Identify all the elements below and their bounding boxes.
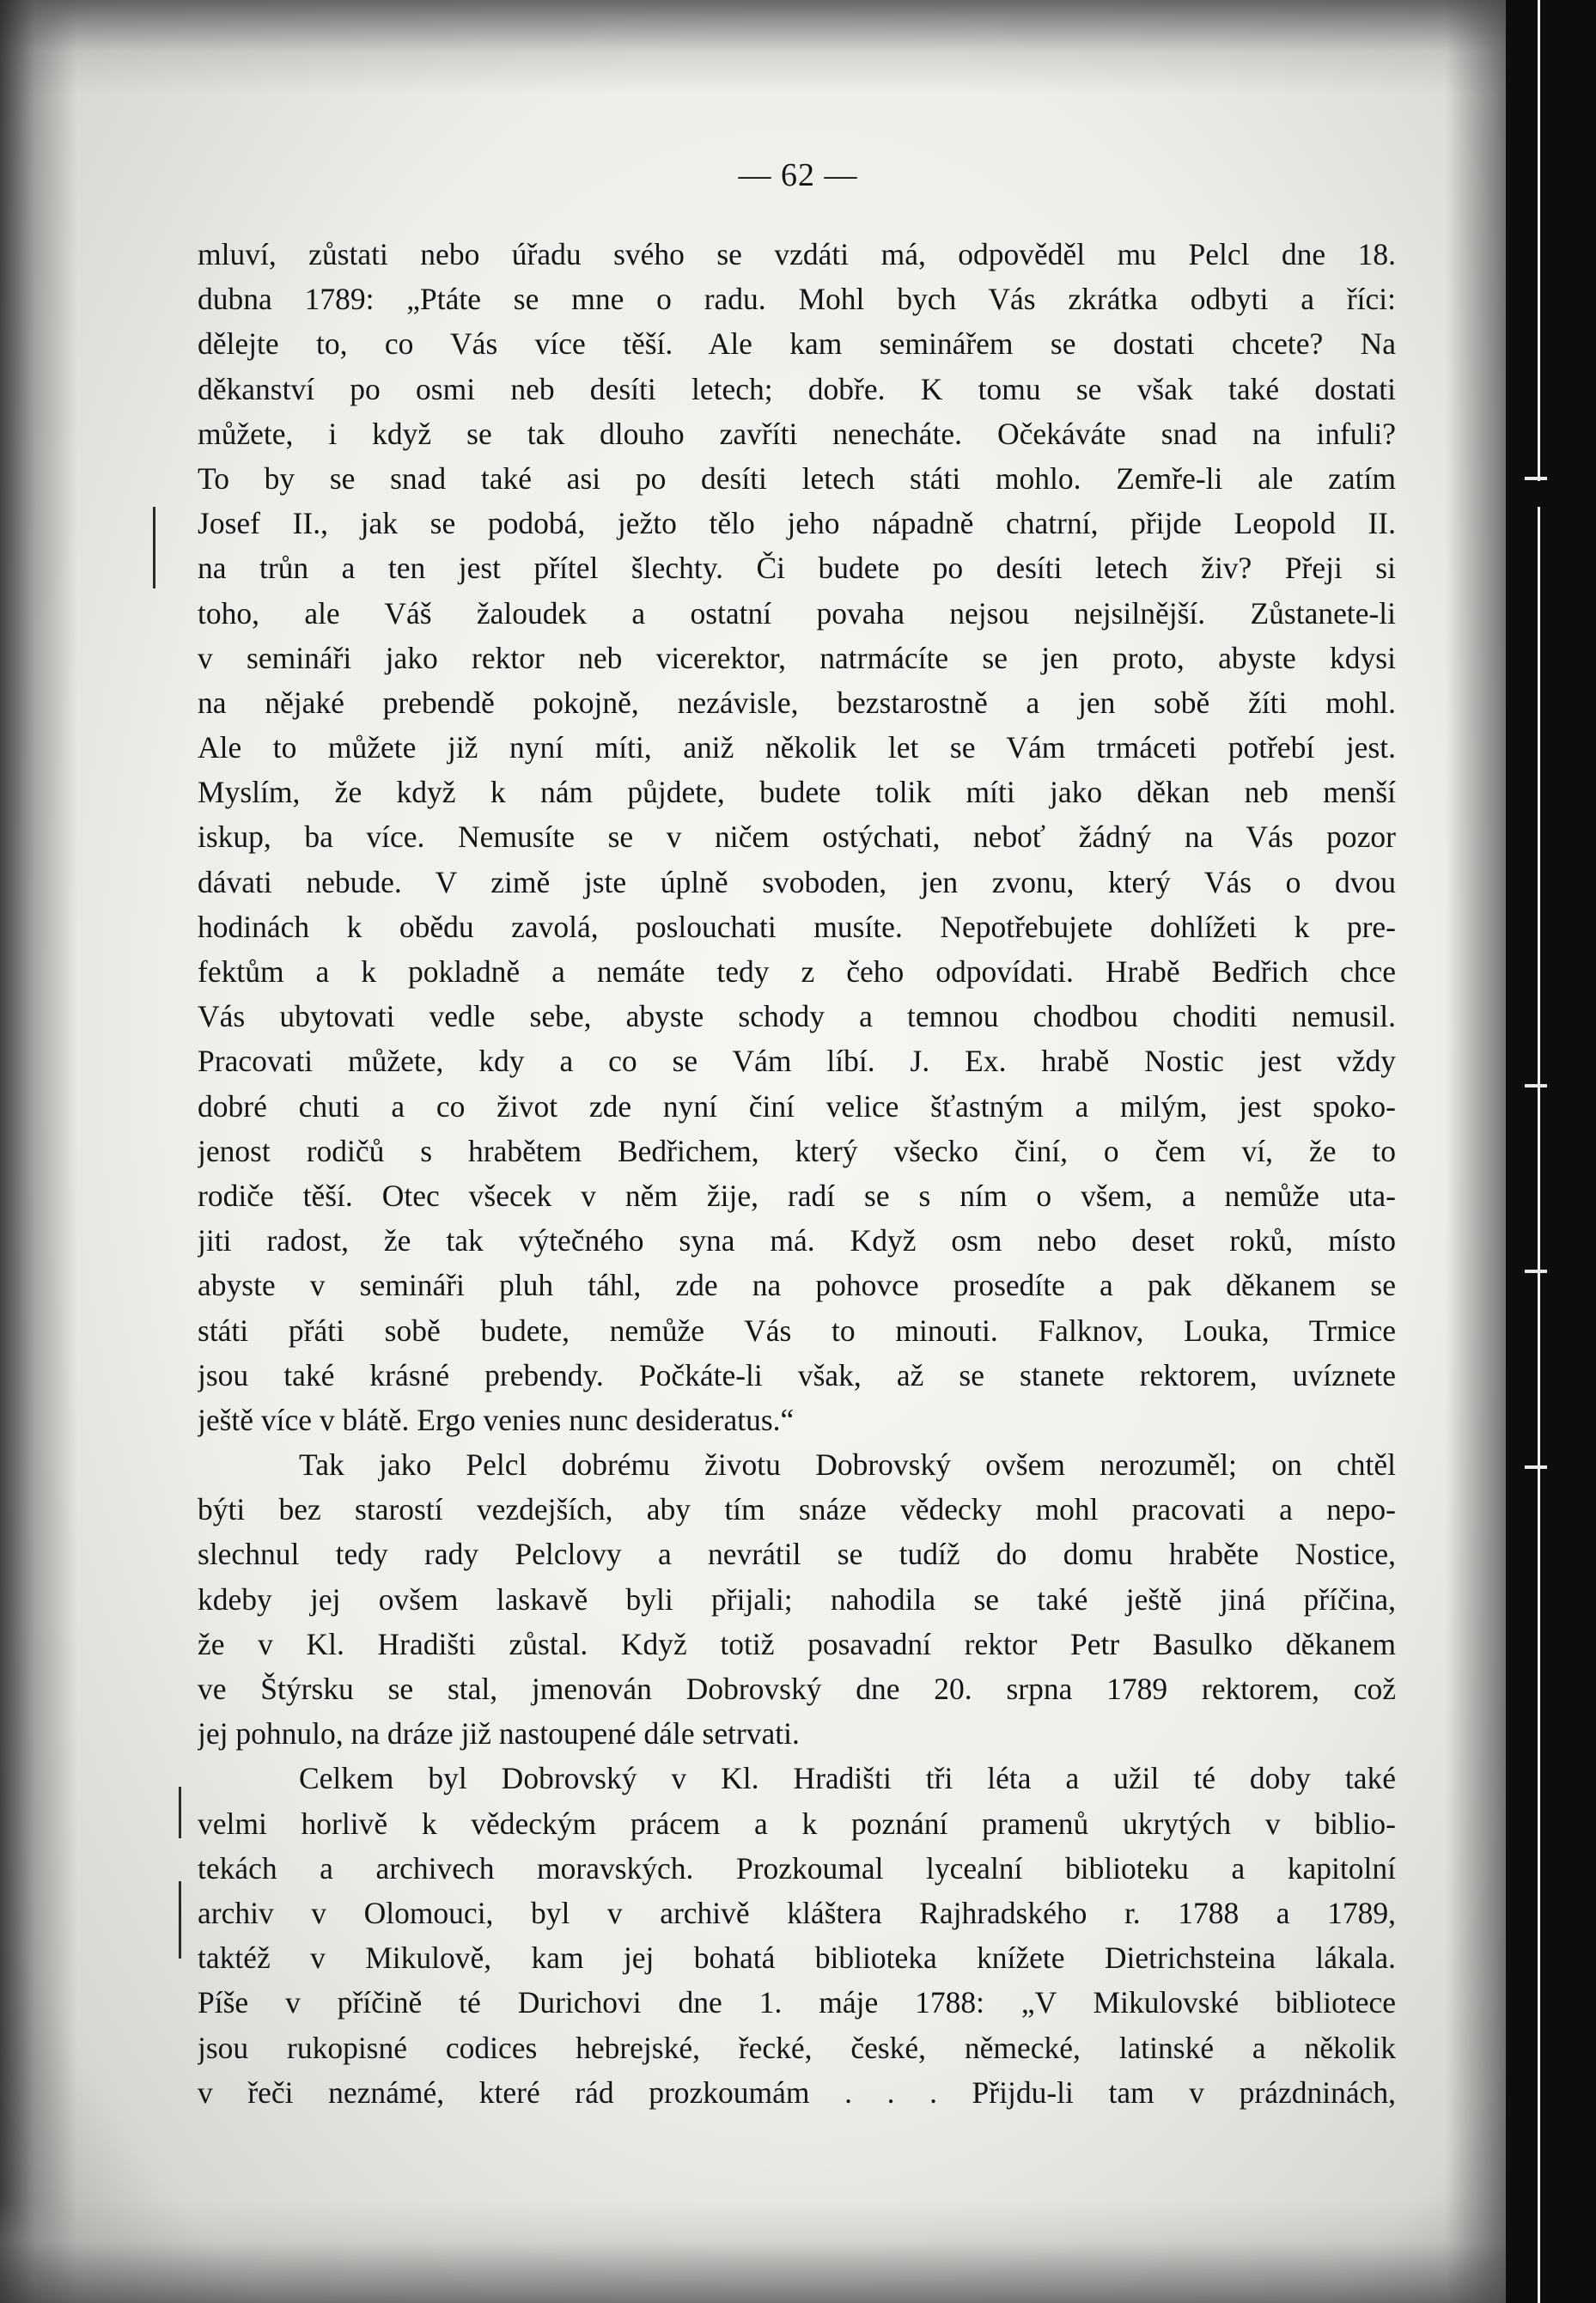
text-line: že v Kl. Hradišti zůstal. Když totiž posavadní rektor Petr Basulko děkanem <box>198 1626 1396 1661</box>
text-line: dělejte to, co Vás více těší. Ale kam seminářem se dostati chcete? Na <box>198 326 1396 362</box>
text-line: mluví, zůstati nebo úřadu svého se vzdáti má, odpověděl mu Pelcl dne 18. <box>198 237 1396 271</box>
text-line: velmi horlivě k vědeckým prácem a k poznání pramenů ukrytých v biblio- <box>198 1806 1396 1841</box>
text-line: jsou rukopisné codices hebrejské, řecké, české, německé, latinské a několik <box>198 2030 1396 2065</box>
text-line: na trůn a ten jest přítel šlechty. Či budete po desíti letech živ? Přeji si <box>198 551 1396 586</box>
text-line: taktéž v Mikulově, kam jej bohatá biblioteka knížete Dietrichsteina lákala. <box>198 1940 1396 1976</box>
text-line: v řeči neznámé, které rád prozkoumám . . . Přijdu-li tam v prázdninách, <box>198 2075 1396 2110</box>
margin-rule <box>1538 0 1540 481</box>
text-line: jenost rodičů s hrabětem Bedřichem, který všecko činí, o čem ví, že to <box>198 1133 1396 1168</box>
text-line: Myslím, že když k nám půjdete, budete tolik míti jako děkan neb menší <box>198 775 1396 810</box>
scan-shadow-right <box>1446 0 1506 2303</box>
scan-shadow-top <box>0 0 1596 94</box>
body-text <box>198 232 1396 2115</box>
text-line: dobré chuti a co život zde nyní činí velice šťastným a milým, jest spoko- <box>198 1088 1396 1124</box>
page-number: — 62 — <box>738 157 858 193</box>
text-line: archiv v Olomouci, byl v archivě kláštera Rajhradského r. 1788 a 1789, <box>198 1895 1396 1930</box>
text-line: rodiče těší. Otec všecek v něm žije, radí se s ním o všem, a nemůže uta- <box>198 1178 1396 1213</box>
margin-tick <box>1525 477 1547 480</box>
margin-tick <box>1525 1270 1547 1273</box>
text-line: na nějaké prebendě pokojně, nezávisle, bezstarostně a jen sobě žíti mohl. <box>198 685 1396 720</box>
text-line: toho, ale Váš žaloudek a ostatní povaha nejsou nejsilnější. Zůstanete-li <box>198 595 1396 631</box>
text-line: dubna 1789: „Ptáte se mne o radu. Mohl bych Vás zkrátka odbyti a říci: <box>198 282 1396 317</box>
text-line: kdeby jej ovšem laskavě byli přijali; nahodila se také ještě jiná příčina, <box>198 1581 1396 1617</box>
text-line: jsou také krásné prebendy. Počkáte-li však, až se stanete rektorem, uvíznete <box>198 1357 1396 1392</box>
text-line: Ale to můžete již nyní míti, aniž několik let se Vám trmáceti potřebí jest. <box>198 730 1396 765</box>
margin-tick <box>1525 1084 1547 1088</box>
margin-mark <box>179 1881 181 1959</box>
scan-shadow-left <box>0 0 77 2303</box>
text-line: tekách a archivech moravských. Prozkoumal lycealní biblioteku a kapitolní <box>198 1850 1396 1886</box>
margin-mark <box>153 507 155 588</box>
text-line: To by se snad také asi po desíti letech státi mohlo. Zemře-li ale zatím <box>198 460 1396 496</box>
margin-tick <box>1525 1465 1547 1469</box>
text-line: ještě více v blátě. Ergo venies nunc desideratus.“ <box>198 1402 795 1437</box>
margin-rule <box>1538 507 1540 2303</box>
text-line: Vás ubytovati vedle sebe, abyste schody a temnou chodbou choditi nemusil. <box>198 999 1396 1034</box>
text-line: abyste v semináři pluh táhl, zde na pohovce prosedíte a pak děkanem se <box>198 1268 1396 1303</box>
text-line: můžete, i když se tak dlouho zavříti nenecháte. Očekáváte snad na infuli? <box>198 416 1396 451</box>
scan-border-right <box>1506 0 1596 2303</box>
text-line: jiti radost, že tak výtečného syna má. Když osm nebo deset roků, místo <box>198 1223 1396 1258</box>
paragraph-start-line: Tak jako Pelcl dobrému životu Dobrovský ovšem nerozuměl; on chtěl <box>299 1447 1396 1483</box>
text-line: v semináři jako rektor neb vicerektor, natrmácíte se jen proto, abyste kdysi <box>198 640 1396 675</box>
text-line: Píše v příčině té Durichovi dne 1. máje 1788: „V Mikulovské bibliotece <box>198 1985 1396 2020</box>
text-line: ve Štýrsku se stal, jmenován Dobrovský dne 20. srpna 1789 rektorem, což <box>198 1672 1396 1706</box>
text-line: státi přáti sobě budete, nemůže Vás to minouti. Falknov, Louka, Trmice <box>198 1313 1396 1348</box>
text-line: dávati nebude. V zimě jste úplně svoboden, jen zvonu, který Vás o dvou <box>198 864 1396 899</box>
text-line: hodinách k obědu zavolá, poslouchati musíte. Nepotřebujete dohlížeti k pre- <box>198 909 1396 944</box>
margin-mark <box>179 1787 181 1838</box>
text-line: slechnul tedy rady Pelclovy a nevrátil se tudíž do domu hraběte Nostice, <box>198 1537 1396 1572</box>
scan-shadow-bottom <box>0 2200 1596 2303</box>
text-line: děkanství po osmi neb desíti letech; dobře. K tomu se však také dostati <box>198 371 1396 406</box>
text-line: Pracovati můžete, kdy a co se Vám líbí. J. Ex. hrabě Nostic jest vždy <box>198 1044 1396 1079</box>
text-line: jej pohnulo, na dráze již nastoupené dále setrvati. <box>198 1716 800 1752</box>
text-line: býti bez starostí vezdejších, aby tím snáze vědecky mohl pracovati a nepo- <box>198 1492 1396 1527</box>
text-line: iskup, ba více. Nemusíte se v ničem ostýchati, neboť žádný na Vás pozor <box>198 819 1396 855</box>
paragraph-start-line: Celkem byl Dobrovský v Kl. Hradišti tři léta a užil té doby také <box>299 1761 1396 1796</box>
text-line: Josef II., jak se podobá, ježto tělo jeho nápadně chatrní, přijde Leopold II. <box>198 506 1396 541</box>
text-line: fektům a k pokladně a nemáte tedy z čeho odpovídati. Hrabě Bedřich chce <box>198 954 1396 989</box>
